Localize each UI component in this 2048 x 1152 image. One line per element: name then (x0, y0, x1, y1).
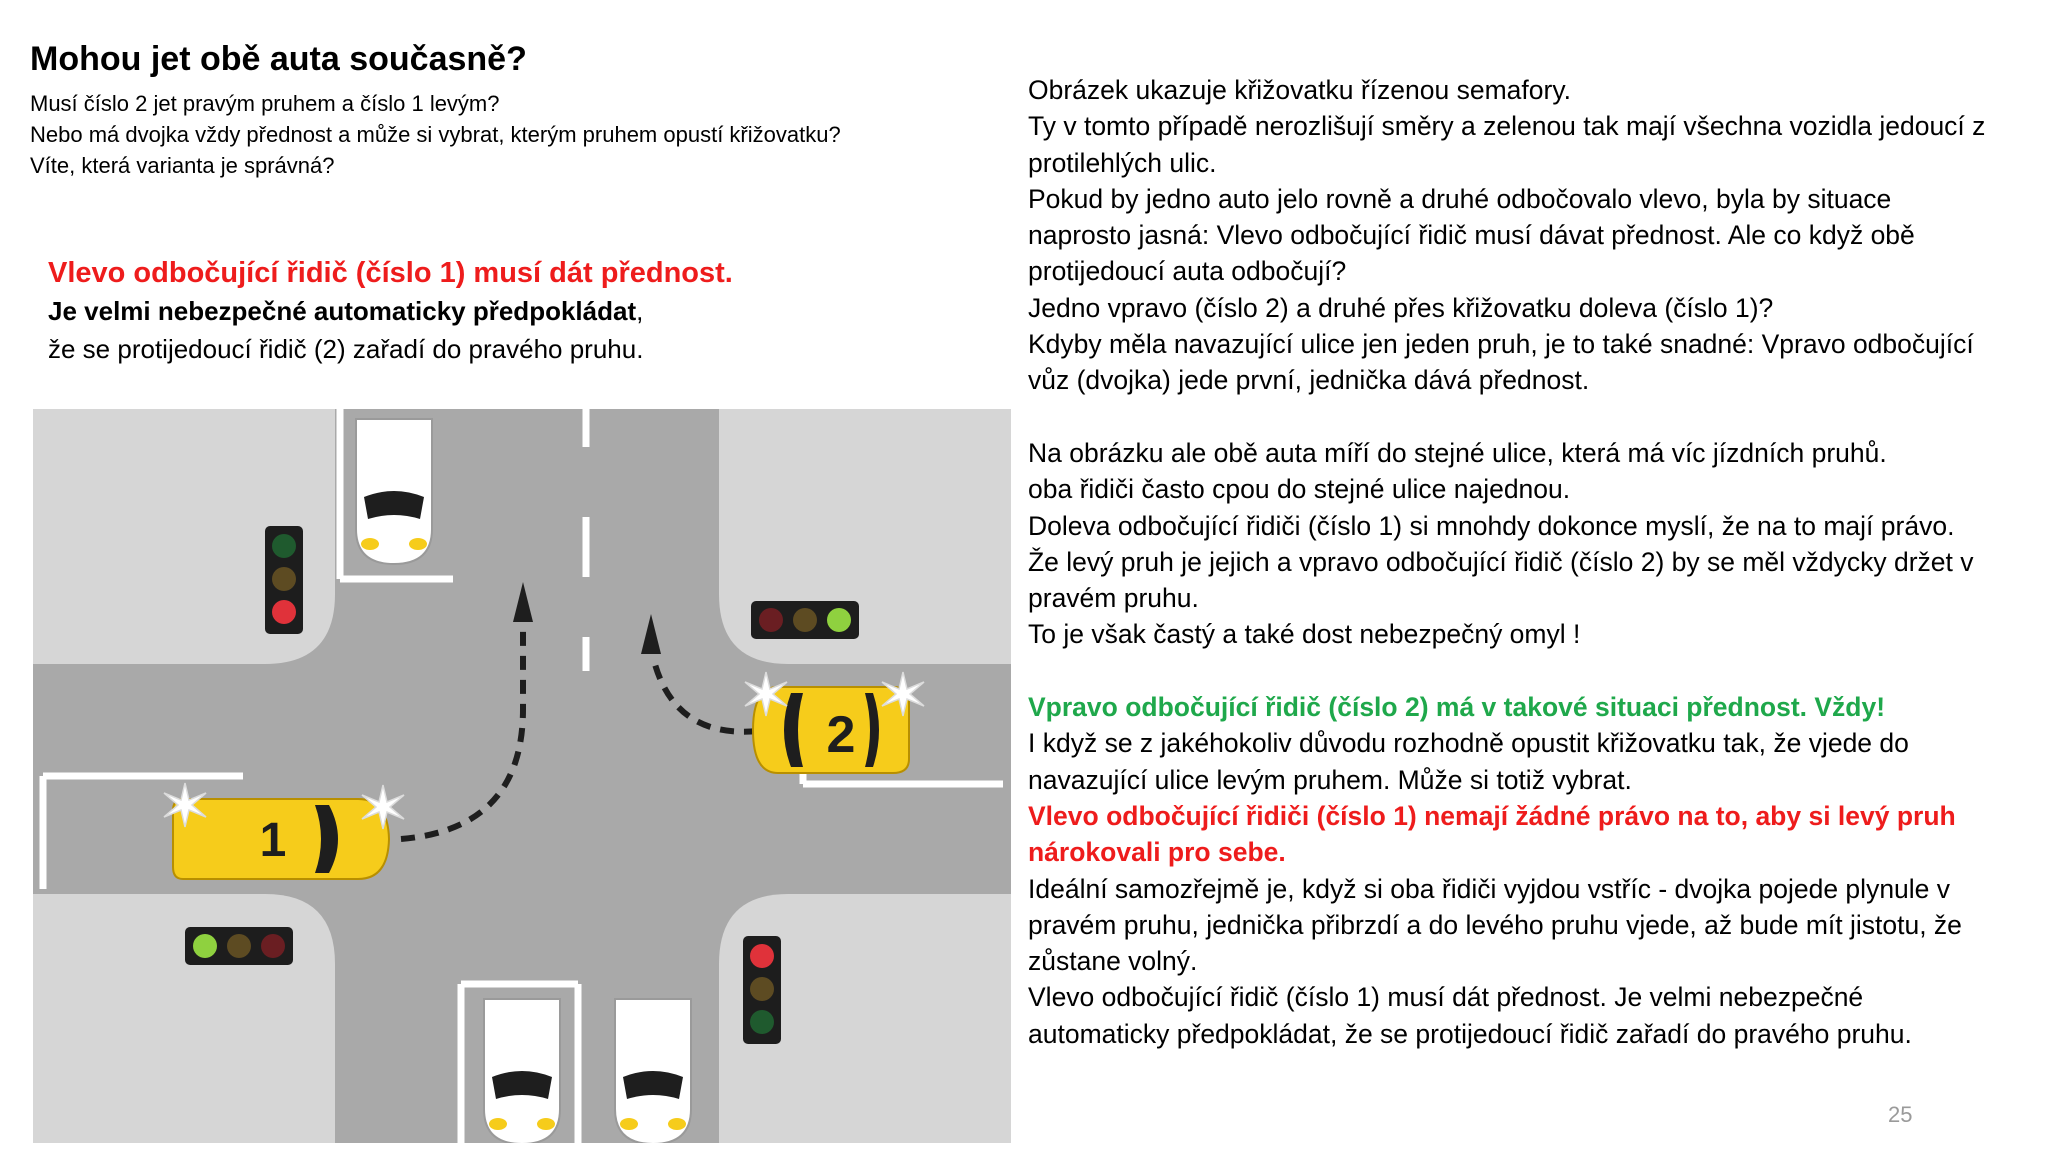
text-line: Vlevo odbočující řidič (číslo 1) musí dát přednost. Je velmi nebezpečné (1028, 982, 1864, 1013)
question-line: Musí číslo 2 jet pravým pruhem a číslo 1 levým? (30, 91, 500, 116)
intersection-diagram (33, 409, 1011, 1143)
taxi-car-2 (745, 672, 924, 773)
text-line: automaticky předpokládat, že se protijedoucí řidič zařadí do pravého pruhu. (1028, 1018, 1912, 1049)
text-line: oba řidiči často cpou do stejné ulice najednou. (1028, 474, 1571, 505)
text-line: Na obrázku ale obě auta míří do stejné ulice, která má víc jízdních pruhů. (1028, 437, 1887, 468)
car-bottom-left (484, 999, 560, 1143)
text-line: zůstane volný. (1028, 946, 1198, 977)
text-line: protilehlých ulic. (1028, 147, 1217, 178)
traffic-light-top-left (265, 526, 303, 634)
question-line: Nebo má dvojka vždy přednost a může si vybrat, kterým pruhem opustí křižovatku? (30, 122, 841, 147)
text-line: Doleva odbočující řidiči (číslo 1) si mnohdy dokonce myslí, že na to mají právo. (1028, 510, 1955, 541)
text-line: Pokud by jedno auto jelo rovně a druhé odbočovalo vlevo, byla by situace (1028, 183, 1892, 214)
text-line: vůz (dvojka) jede první, jednička dává přednost. (1028, 365, 1590, 396)
text-line: Že levý pruh je jejich a vpravo odbočující řidič (číslo 2) by se měl vždycky držet v (1028, 546, 1974, 577)
text-line: I když se z jakéhokoliv důvodu rozhodně opustit křižovatku tak, že vjede do (1028, 728, 1909, 759)
rule-comma: , (636, 296, 644, 326)
text-line: navazující ulice levým pruhem. Může si totiž vybrat. (1028, 764, 1632, 795)
explanation-text (1028, 72, 2028, 1052)
text-line: To je však častý a také dost nebezpečný omyl ! (1028, 619, 1581, 650)
paragraph-gap (1028, 653, 2028, 689)
red-highlight: nárokovali pro sebe. (1028, 837, 1286, 868)
text-line: naprosto jasná: Vlevo odbočující řidič musí dávat přednost. Ale co když obě (1028, 220, 1915, 251)
red-highlight: Vlevo odbočující řidiči (číslo 1) nemají žádné právo na to, aby si levý pruh (1028, 800, 1956, 831)
car-top (356, 419, 432, 564)
rule-block (48, 254, 988, 368)
traffic-light-bottom-left (185, 927, 293, 965)
page-number: 25 (1888, 1102, 1913, 1127)
rule-headline: Vlevo odbočující řidič (číslo 1) musí dát přednost. (48, 257, 733, 289)
question-list (30, 88, 841, 181)
paragraph-gap (1028, 399, 2028, 435)
taxi-label-2: 2 (826, 706, 856, 764)
question-line: Víte, která varianta je správná? (30, 153, 335, 178)
text-line: Ty v tomto případě nerozlišují směry a zelenou tak mají všechna vozidla jedoucí z (1028, 111, 1986, 142)
text-line: pravém pruhu, jednička přibrzdí a do levého pruhu vjede, až bude mít jistotu, že (1028, 909, 1962, 940)
text-line: pravém pruhu. (1028, 583, 1199, 614)
text-line: Kdyby měla navazující ulice jen jeden pruh, je to také snadné: Vpravo odbočující (1028, 329, 1974, 360)
text-line: Ideální samozřejmě je, když si oba řidiči vyjdou vstříc - dvojka pojede plynule v (1028, 873, 1951, 904)
green-highlight: Vpravo odbočující řidič (číslo 2) má v takové situaci přednost. Vždy! (1028, 692, 1886, 723)
text-line: protijedoucí auta odbočují? (1028, 256, 1347, 287)
rule-line-1 (48, 292, 988, 330)
rule-line-2: že se protijedoucí řidič (2) zařadí do pravého pruhu. (48, 334, 644, 364)
text-line: Obrázek ukazuje křižovatku řízenou semafory. (1028, 75, 1571, 105)
traffic-light-top-right (751, 601, 859, 639)
taxi-label-1: 1 (259, 814, 287, 867)
traffic-light-bottom-right (743, 936, 781, 1044)
rule-bold: Je velmi nebezpečné automaticky předpokládat (48, 296, 637, 326)
car-bottom-right (615, 999, 691, 1143)
text-line: Jedno vpravo (číslo 2) a druhé přes křižovatku doleva (číslo 1)? (1028, 292, 1774, 323)
page-title: Mohou jet obě auta současně? (30, 40, 527, 78)
